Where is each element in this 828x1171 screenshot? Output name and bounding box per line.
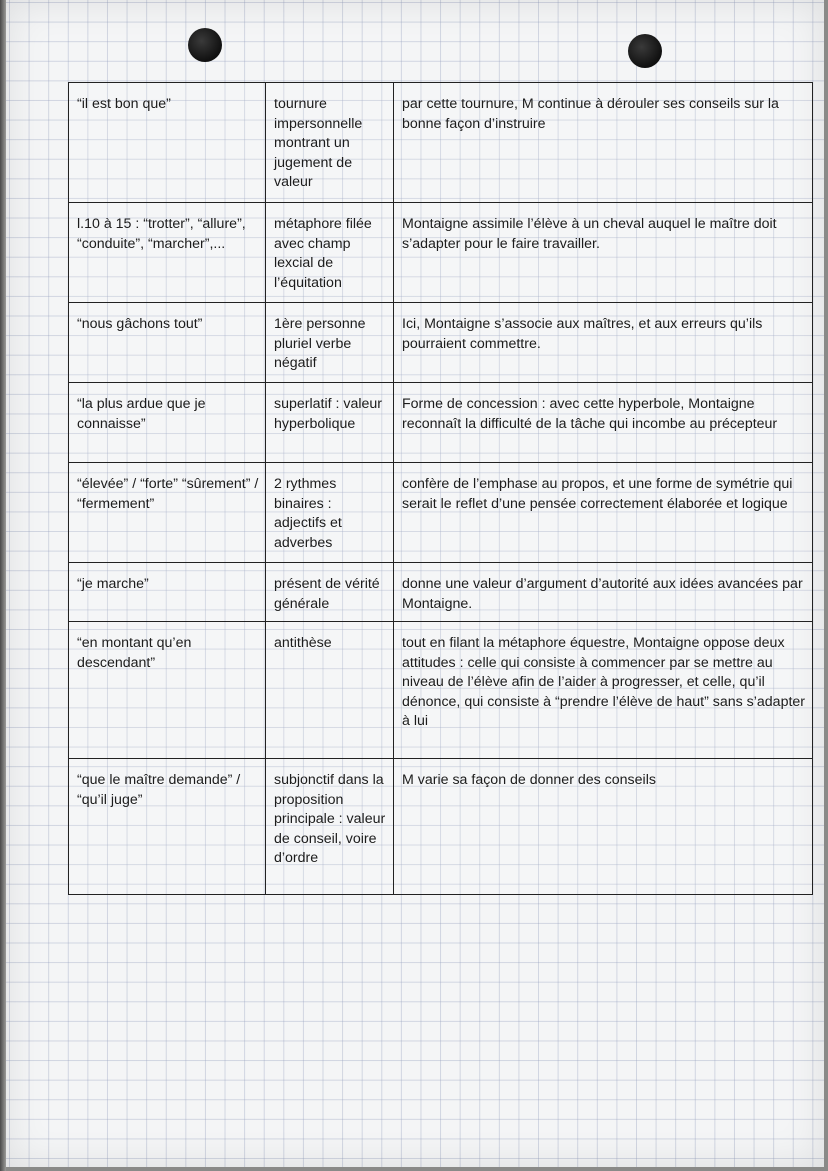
quote-cell: l.10 à 15 : “trotter”, “allure”, “conduite”, “marcher”,...	[69, 203, 266, 303]
interpretation-cell: tout en filant la métaphore équestre, Montaigne oppose deux attitudes : celle qui consiste à commencer par se mettre au niveau de l’élève afin de l’aider à progresser, et celle, qu’il dénonce, qui consiste à “prendre l’élève de haut” sans s’adapter à lui	[394, 622, 813, 759]
interpretation-cell: donne une valeur d’argument d’autorité aux idées avancées par Montaigne.	[394, 563, 813, 622]
procede-cell: 1ère personne pluriel verbe négatif	[266, 303, 394, 383]
procede-cell: antithèse	[266, 622, 394, 759]
quote-cell: “que le maître demande” / “qu’il juge”	[69, 759, 266, 895]
interpretation-cell: Forme de concession : avec cette hyperbole, Montaigne reconnaît la difficulté de la tâche qui incombe au précepteur	[394, 383, 813, 463]
quote-cell: “élevée” / “forte” “sûrement” / “fermement”	[69, 463, 266, 563]
interpretation-cell: par cette tournure, M continue à dérouler ses conseils sur la bonne façon d’instruire	[394, 83, 813, 203]
table-row	[69, 303, 813, 383]
quote-cell: “je marche”	[69, 563, 266, 622]
procede-cell: superlatif : valeur hyperbolique	[266, 383, 394, 463]
quote-cell: “il est bon que”	[69, 83, 266, 203]
punch-hole	[628, 34, 662, 68]
punch-hole	[188, 28, 222, 62]
quote-cell: “nous gâchons tout”	[69, 303, 266, 383]
procede-cell: métaphore filée avec champ lexcial de l’équitation	[266, 203, 394, 303]
table-row	[69, 759, 813, 895]
procede-cell: subjonctif dans la proposition principale : valeur de conseil, voire d’ordre	[266, 759, 394, 895]
interpretation-cell: Ici, Montaigne s’associe aux maîtres, et aux erreurs qu’ils pourraient commettre.	[394, 303, 813, 383]
interpretation-cell: confère de l’emphase au propos, et une forme de symétrie qui serait le reflet d’une pensée correctement élaborée et logique	[394, 463, 813, 563]
grid-paper-sheet	[6, 0, 824, 1167]
quote-cell: “en montant qu’en descendant”	[69, 622, 266, 759]
interpretation-cell: Montaigne assimile l’élève à un cheval auquel le maître doit s’adapter pour le faire travailler.	[394, 203, 813, 303]
table-row	[69, 622, 813, 759]
procede-cell: tournure impersonnelle montrant un jugement de valeur	[266, 83, 394, 203]
procede-cell: présent de vérité générale	[266, 563, 394, 622]
table-row	[69, 563, 813, 622]
procede-cell: 2 rythmes binaires : adjectifs et adverbes	[266, 463, 394, 563]
analysis-table	[68, 82, 813, 895]
quote-cell: “la plus ardue que je connaisse”	[69, 383, 266, 463]
table-row	[69, 383, 813, 463]
table-row	[69, 463, 813, 563]
table-row	[69, 83, 813, 203]
table-row	[69, 203, 813, 303]
interpretation-cell: M varie sa façon de donner des conseils	[394, 759, 813, 895]
